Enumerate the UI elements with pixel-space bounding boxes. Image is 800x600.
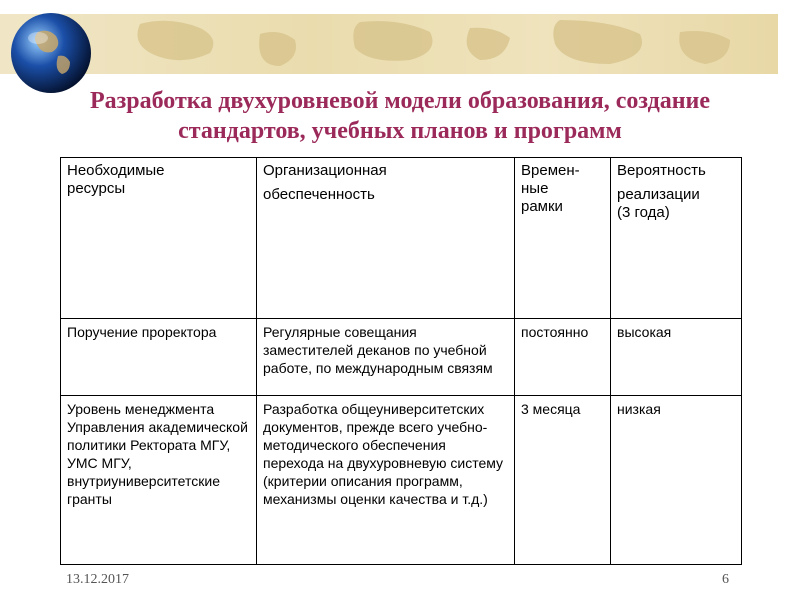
header-text: реализации (3 года)	[617, 186, 700, 221]
header-text: Времен- ные рамки	[521, 162, 580, 215]
header-organization	[257, 158, 515, 319]
cell-timeframe: постоянно	[515, 319, 611, 396]
globe-icon	[8, 10, 94, 96]
header-text: Организационная	[263, 162, 387, 179]
title-line-2: стандартов, учебных планов и программ	[178, 118, 622, 144]
table-row	[61, 319, 742, 396]
page-number: 6	[722, 572, 729, 587]
title-line-1: Разработка двухуровневой модели образования, создание	[89, 88, 711, 114]
world-map-decoration	[0, 14, 778, 74]
header-probability	[611, 158, 742, 319]
cell-timeframe: 3 месяца	[515, 396, 611, 565]
cell-resources: Уровень менеджмента Управления академической политики Ректората МГУ, УМС МГУ, внутриуниверситетские гранты	[61, 396, 257, 565]
cell-organization: Разработка общеуниверситетских документов, прежде всего учебно-методического обеспечения перехода на двухуровневую систему (критерии описания программ, механизмы оценки качества и т.д.)	[257, 396, 515, 565]
table-row	[61, 396, 742, 565]
header-resources	[61, 158, 257, 319]
cell-probability: высокая	[611, 319, 742, 396]
header-timeframe	[515, 158, 611, 319]
cell-resources: Поручение проректора	[61, 319, 257, 396]
cell-probability: низкая	[611, 396, 742, 565]
resources-table	[60, 157, 742, 565]
header-banner	[0, 14, 778, 74]
header-text: Вероятность	[617, 162, 706, 179]
header-text: Необходимые ресурсы	[67, 162, 165, 197]
table-header-row	[61, 158, 742, 319]
cell-organization: Регулярные совещания заместителей деканов по учебной работе, по международным связям	[257, 319, 515, 396]
header-text: обеспеченность	[263, 186, 375, 203]
footer-date: 13.12.2017	[66, 572, 129, 587]
page-title	[40, 86, 760, 146]
